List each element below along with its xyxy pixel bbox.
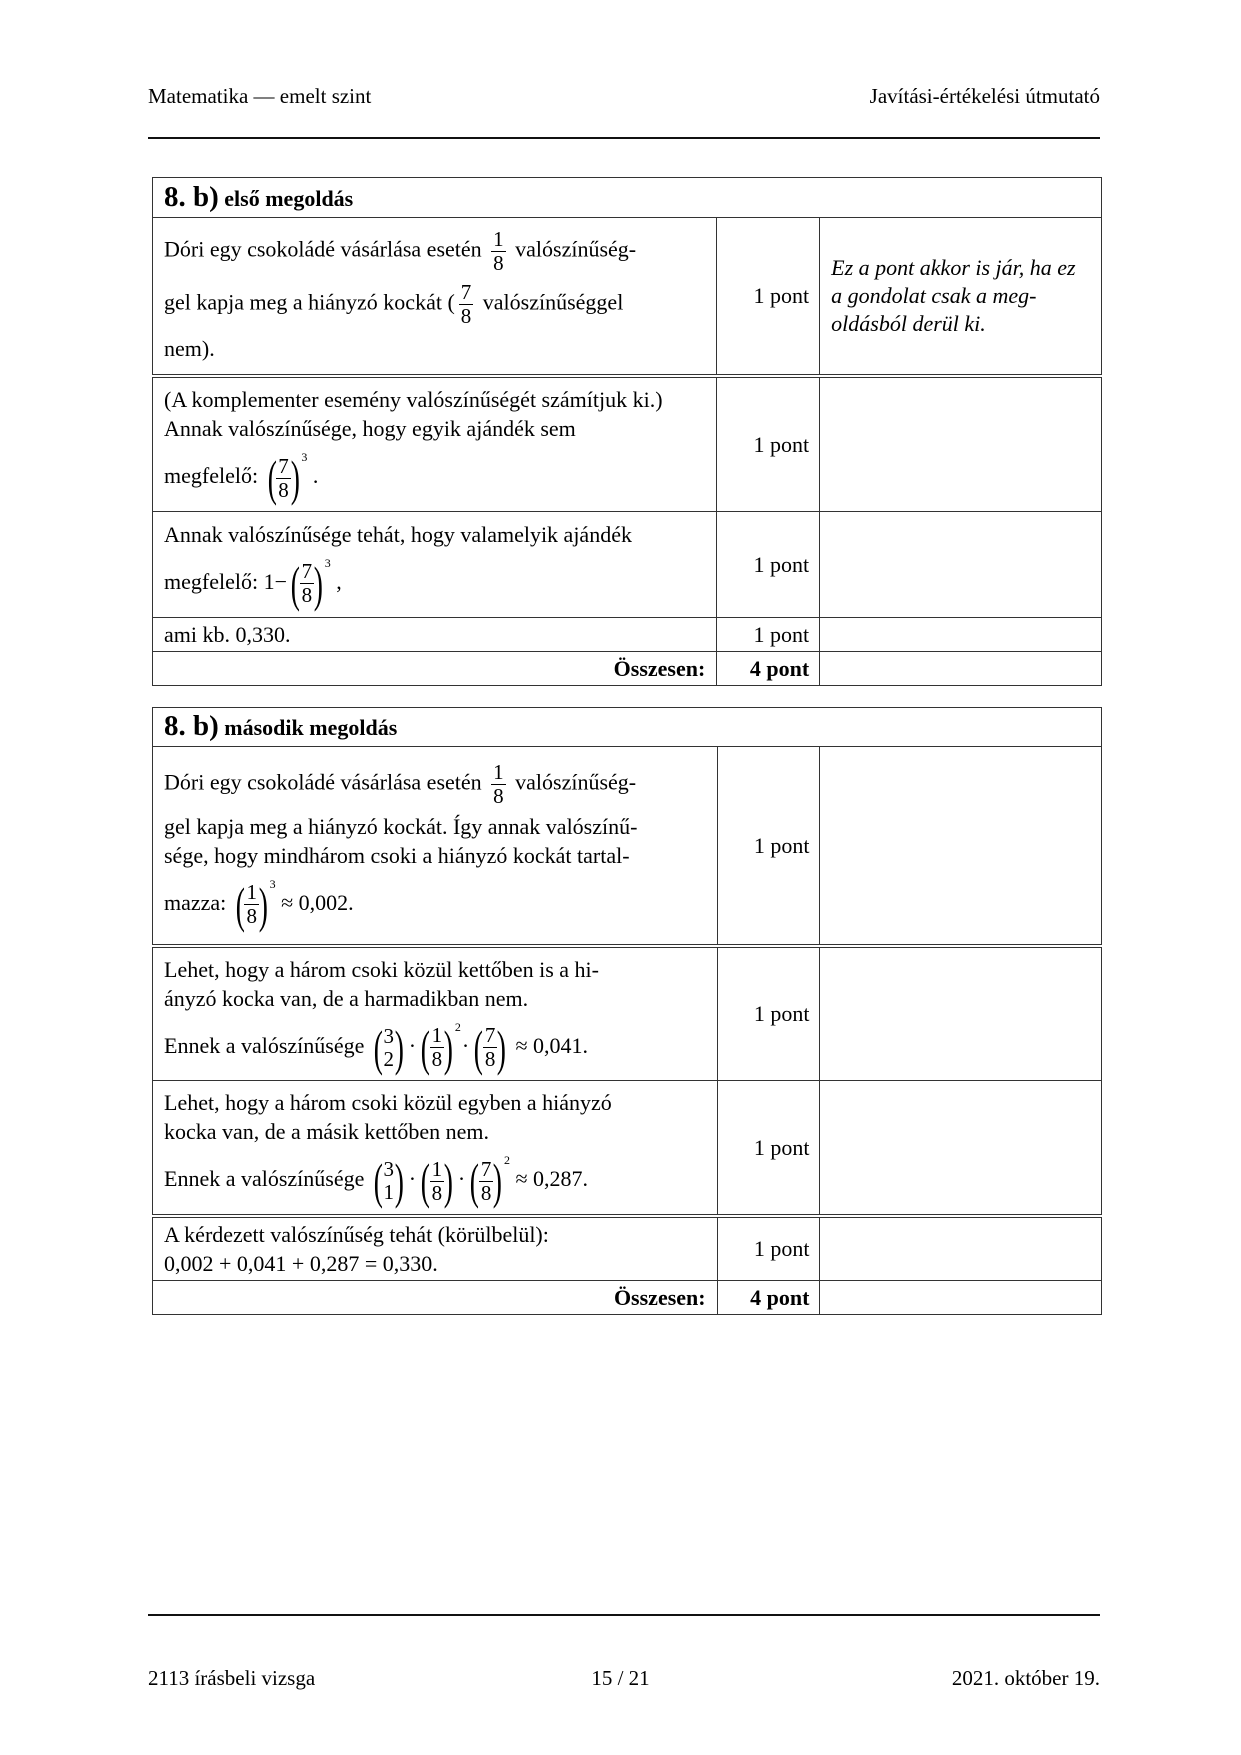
task-number: 8. b) [164, 710, 219, 742]
text: megfelelő: 1− [164, 569, 287, 595]
note-cell [820, 618, 1102, 652]
fraction: $\frac{7}{8}$ [460, 280, 472, 329]
parenthesized-fraction: ( $\frac{1}{8}$ ) [420, 1153, 454, 1210]
result: ≈ 0,287. [515, 1166, 589, 1192]
text: mazza: [164, 889, 227, 915]
text: Ennek a valószínűsége [164, 1166, 365, 1192]
table-row [153, 512, 1102, 618]
header-subject: Matematika — emelt szint [148, 84, 372, 108]
result: ≈ 0,041. [515, 1032, 589, 1058]
points-cell: 1 pont [717, 946, 820, 1081]
note-cell [820, 1081, 1102, 1216]
parenthesized-fraction: ( $\frac{1}{8}$ ) [420, 1019, 454, 1076]
solution-table-second [152, 707, 1102, 1315]
text: kocka van, de a másik kettőben nem. [164, 1119, 490, 1145]
header-rule [148, 137, 1100, 139]
text: megfelelő: [164, 463, 259, 489]
note-cell [820, 652, 1102, 686]
footer-date: 2021. október 19. [951, 1666, 1100, 1690]
note-cell [820, 946, 1102, 1081]
total-row [153, 652, 1102, 686]
text: gel kapja meg a hiányzó kockát ( [164, 289, 455, 315]
points-cell: 1 pont [717, 1081, 820, 1216]
total-points: 4 pont [717, 652, 820, 686]
footer-rule [148, 1614, 1100, 1616]
table-row [153, 747, 1102, 946]
step-text: (A komplementer esemény valószínűségét számítjuk ki.) Annak valószínűsége, hogy egyik ajándék sem megfelelő: ( $\frac{7}{8}$ ) $^3$ . [153, 376, 717, 512]
text: . [312, 463, 319, 489]
text: ≈ 0,002. [281, 889, 354, 915]
text: gel kapja meg a hiányzó kockát. Így annak valószínű- [164, 813, 638, 839]
total-label: Összesen: [153, 1280, 718, 1314]
text: Lehet, hogy a három csoki közül kettőben is a hi- [164, 956, 599, 982]
total-label: Összesen: [153, 652, 717, 686]
page-number: 15 / 21 [591, 1666, 650, 1690]
solution-label: első megoldás [224, 185, 354, 211]
parenthesized-fraction: ( $\frac{7}{8}$ ) [473, 1019, 507, 1076]
table-title-row [153, 178, 1102, 218]
step-text: Annak valószínűsége tehát, hogy valamelyik ajándék megfelelő: 1− ( $\frac{7}{8}$ ) $^3$ , [153, 512, 717, 618]
points-cell: 1 pont [717, 218, 820, 376]
total-row [153, 1280, 1102, 1314]
text: valószínűség- [515, 236, 637, 262]
note-cell [820, 376, 1102, 512]
points-cell: 1 pont [717, 618, 820, 652]
fraction: $\frac{1}{8}$ [493, 227, 504, 276]
task-number: 8. b) [164, 180, 219, 213]
table-row [153, 218, 1102, 376]
text: valószínűség- [515, 769, 637, 795]
grading-note: Ez a pont akkor is jár, ha ez a gondolat csak a meg-oldásból derül ki. [820, 218, 1102, 376]
table-row [153, 618, 1102, 652]
text: Dóri egy csokoládé vásárlása esetén [164, 769, 482, 795]
text: sége, hogy mindhárom csoki a hiányzó kockát tartal- [164, 842, 630, 868]
points-cell: 1 pont [717, 376, 820, 512]
note-cell [820, 747, 1102, 946]
table-row [153, 1081, 1102, 1216]
parenthesized-fraction: ( $\frac{7}{8}$ ) [469, 1153, 503, 1210]
text: , [336, 569, 342, 595]
header-doc-type: Javítási-értékelési útmutató [869, 84, 1100, 108]
table-title-row [153, 708, 1102, 747]
points-cell: 1 pont [717, 747, 820, 946]
step-text: Dóri egy csokoládé vásárlása esetén $\frac{1}{8}$ valószínűség- gel kapja meg a hiányzó kockát. Így annak valószínű- sége, hogy mindhárom csoki a hiányzó kockát tartal- mazza: ( $\frac{1}{8}$ ) $^3$ ≈ 0,002. [153, 747, 718, 946]
text: A kérdezett valószínűség tehát (körülbelül): [164, 1221, 549, 1247]
text: Ennek a valószínűsége [164, 1032, 365, 1058]
total-points: 4 pont [717, 1280, 820, 1314]
step-text [153, 218, 717, 376]
points-cell: 1 pont [717, 1216, 820, 1281]
text: Annak valószínűsége tehát, hogy valamelyik ajándék [164, 522, 632, 548]
parenthesized-fraction: ( $\frac{1}{8}$ ) [235, 876, 268, 933]
step-text: Lehet, hogy a három csoki közül kettőben is a hi- ányzó kocka van, de a harmadikban nem. Ennek a valószínűsége ( 3 2 ) · ( $\frac{1}{8}$ ) $^2$· ( $\frac{7}{8}$ ) ≈ 0,041. [153, 946, 718, 1081]
note-cell [820, 512, 1102, 618]
binomial-coefficient: ( 3 1 ) [373, 1153, 404, 1210]
footer-exam-id: 2113 írásbeli vizsga [148, 1666, 316, 1690]
table-title [153, 708, 1102, 747]
step-text: ami kb. 0,330. [153, 618, 717, 652]
text: nem). [164, 336, 215, 362]
text: (A komplementer esemény valószínűségét számítjuk ki.) Annak valószínűsége, hogy egyik ajándék sem [164, 387, 663, 442]
binomial-coefficient: ( 3 2 ) [373, 1019, 404, 1076]
note-cell [820, 1216, 1102, 1281]
text: ányzó kocka van, de a harmadikban nem. [164, 985, 529, 1011]
text: Dóri egy csokoládé vásárlása esetén [164, 236, 482, 262]
step-text [153, 1216, 718, 1281]
parenthesized-fraction: ( $\frac{7}{8}$ ) [267, 450, 300, 507]
solution-label: második megoldás [224, 715, 398, 740]
fraction: $\frac{1}{8}$ [493, 759, 504, 808]
parenthesized-fraction: ( $\frac{7}{8}$ ) [290, 555, 324, 612]
table-row [153, 946, 1102, 1081]
step-text: Lehet, hogy a három csoki közül egyben a hiányzó kocka van, de a másik kettőben nem. Ennek a valószínűsége ( 3 1 ) · ( $\frac{1}{8}$ ) · ( $\frac{7}{8}$ ) $^2$ ≈ 0,287. [153, 1081, 718, 1216]
text: valószínűséggel [482, 289, 624, 315]
note-cell [820, 1280, 1102, 1314]
solution-table-first [152, 177, 1102, 686]
points-cell: 1 pont [717, 512, 820, 618]
table-row [153, 1216, 1102, 1281]
text: 0,002 + 0,041 + 0,287 = 0,330. [164, 1250, 438, 1276]
text: Lehet, hogy a három csoki közül egyben a hiányzó [164, 1090, 612, 1116]
table-title [153, 178, 1102, 218]
table-row [153, 376, 1102, 512]
